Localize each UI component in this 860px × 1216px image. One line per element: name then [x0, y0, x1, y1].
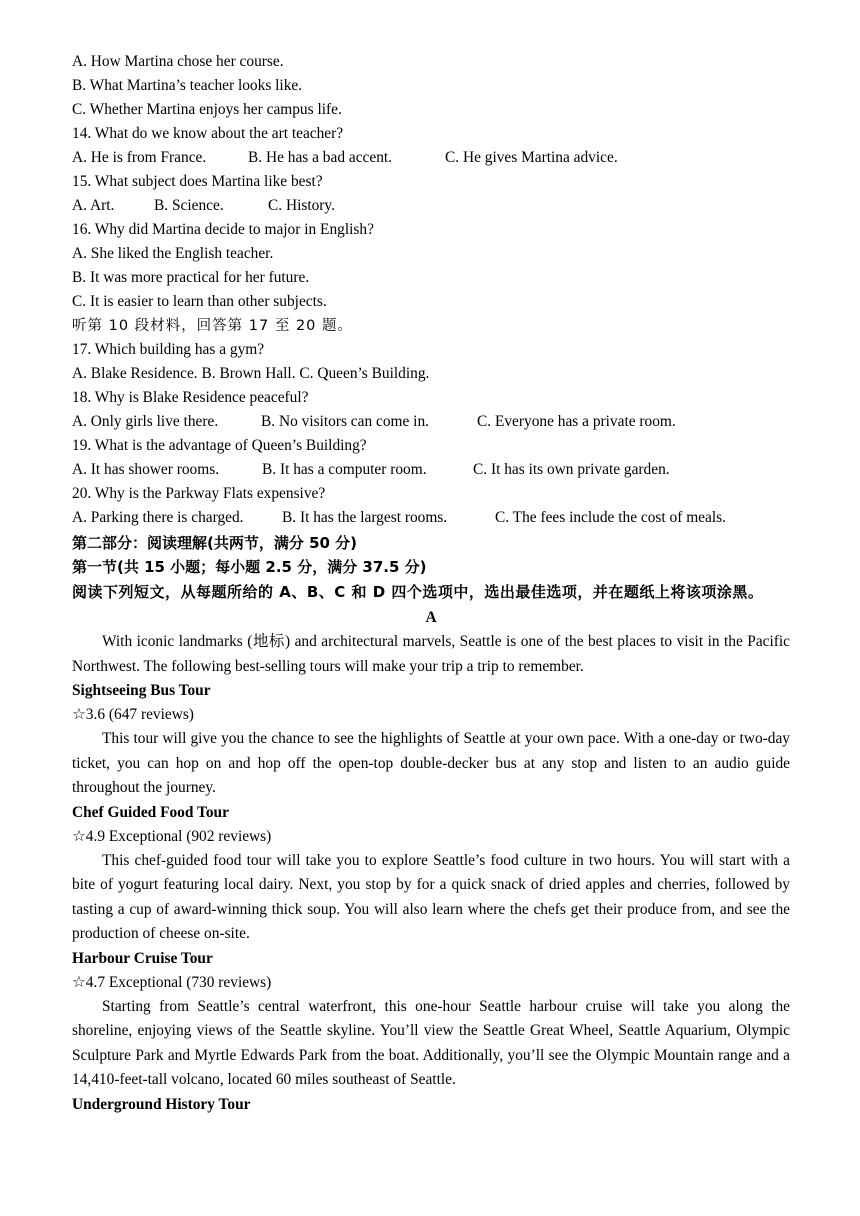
option-row: [72, 194, 790, 218]
option-row: [72, 410, 790, 434]
reading-instruction: 阅读下列短文，从每题所给的 A、B、C 和 D 四个选项中，选出最佳选项，并在题纸上将该项涂黑。: [72, 583, 764, 601]
answer-option-b: B. He has a bad accent.: [248, 149, 393, 166]
tour-title: Underground History Tour: [72, 1095, 251, 1113]
question-line: 20. Why is the Parkway Flats expensive?: [72, 485, 326, 502]
option-row: [72, 506, 790, 530]
tour-title: Harbour Cruise Tour: [72, 949, 213, 967]
tour-rating: ☆3.6 (647 reviews): [72, 706, 194, 723]
question-line: A. How Martina chose her course.: [72, 53, 284, 70]
answer-option-b: B. It has a computer room.: [262, 461, 427, 478]
tour-title: Chef Guided Food Tour: [72, 803, 229, 821]
question-line: 17. Which building has a gym?: [72, 341, 265, 358]
question-line: 19. What is the advantage of Queen’s Building?: [72, 437, 367, 454]
passage-intro: With iconic landmarks (地标) and architectural marvels, Seattle is one of the best places to visit in the Pacific Northwest. The following best-selling tours will make your trip a trip to remember.: [72, 633, 790, 675]
answer-option-b: B. Science.: [154, 197, 224, 214]
answer-option-a: A. Only girls live there.: [72, 413, 219, 430]
question-line: 14. What do we know about the art teacher?: [72, 125, 344, 142]
answer-option-c: C. History.: [268, 197, 335, 214]
question-line: C. It is easier to learn than other subjects.: [72, 293, 327, 310]
question-line: 18. Why is Blake Residence peaceful?: [72, 389, 309, 406]
passage-label: A: [425, 609, 437, 626]
answer-option-c: C. The fees include the cost of meals.: [495, 509, 726, 526]
question-line: A. Blake Residence. B. Brown Hall. C. Queen’s Building.: [72, 365, 430, 382]
answer-option-c: C. It has its own private garden.: [473, 461, 670, 478]
question-line: C. Whether Martina enjoys her campus life.: [72, 101, 342, 118]
answer-option-b: B. It has the largest rooms.: [282, 509, 448, 526]
tour-description: This chef-guided food tour will take you to explore Seattle’s food culture in two hours. You will start with a bite of yogurt featuring local dairy. Next, you stop by for a quick snack of dried apples and cherries, followed by tasting a cup of award-winning thick soup. You will also learn where the chefs get their produce from, and see the production of cheese on-site.: [72, 851, 790, 942]
tour-description: Starting from Seattle’s central waterfront, this one-hour Seattle harbour cruise will take you along the shoreline, enjoying views of the Seattle skyline. You’ll view the Seattle Great Wheel, Seattle Aquarium, Olympic Sculpture Park and Myrtle Edwards Park from the boat. Additionally, you’ll see the Olympic Mountain range and a 14,410-feet-tall volcano, located 60 miles southeast of Seattle.: [72, 997, 790, 1088]
answer-option-c: C. He gives Martina advice.: [445, 149, 618, 166]
part-two-heading: 第二部分：阅读理解(共两节，满分 50 分): [72, 534, 358, 552]
question-line: A. She liked the English teacher.: [72, 245, 274, 262]
option-row: [72, 146, 790, 170]
exam-page: [72, 50, 790, 1117]
tour-title: Sightseeing Bus Tour: [72, 682, 211, 699]
answer-option-b: B. No visitors can come in.: [261, 413, 429, 430]
answer-option-a: A. He is from France.: [72, 149, 207, 166]
section-one-heading: 第一节(共 15 小题；每小题 2.5 分，满分 37.5 分): [72, 558, 427, 576]
answer-option-a: A. Parking there is charged.: [72, 509, 244, 526]
answer-option-a: A. Art.: [72, 197, 115, 214]
question-line: B. It was more practical for her future.: [72, 269, 310, 286]
question-line: B. What Martina’s teacher looks like.: [72, 77, 303, 94]
tour-rating: ☆4.7 Exceptional (730 reviews): [72, 973, 272, 991]
answer-option-c: C. Everyone has a private room.: [477, 413, 676, 430]
listening-questions: [72, 50, 790, 530]
tour-rating: ☆4.9 Exceptional (902 reviews): [72, 827, 272, 845]
answer-option-a: A. It has shower rooms.: [72, 461, 220, 478]
option-row: [72, 458, 790, 482]
listening-instruction: 听第 10 段材料，回答第 17 至 20 题。: [72, 318, 354, 334]
tour-description: This tour will give you the chance to see the highlights of Seattle at your own pace. With a one-day or two-day ticket, you can hop on and hop off the open-top double-decker bus at any stop and listen to an audio guide throughout the journey.: [72, 730, 790, 796]
question-line: 15. What subject does Martina like best?: [72, 173, 323, 190]
question-line: 16. Why did Martina decide to major in English?: [72, 221, 374, 238]
